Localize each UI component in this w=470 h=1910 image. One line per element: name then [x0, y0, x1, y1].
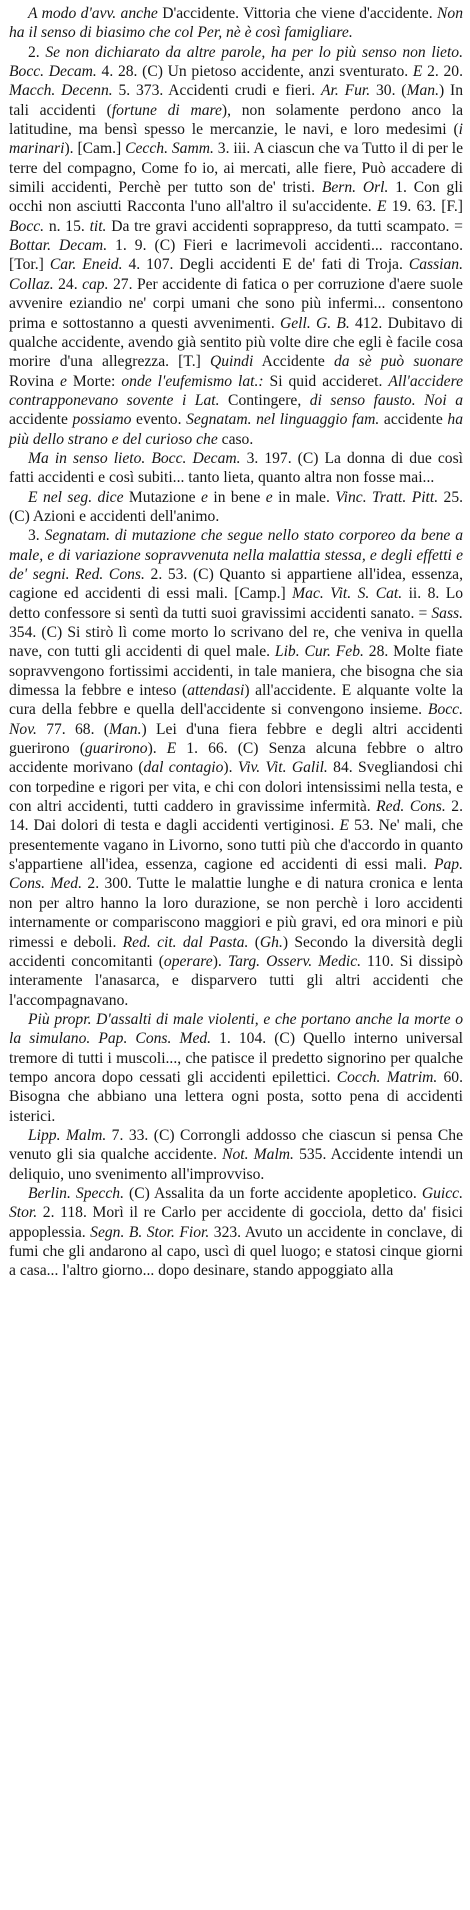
- text-segment: caso.: [217, 430, 254, 448]
- text-segment: 1. 9. (C) Fieri e lacrimevoli accidenti... raccontano. [Tor.]: [9, 237, 463, 274]
- italic-text-segment: Gh.: [259, 933, 283, 951]
- text-segment: Mutazione: [123, 488, 202, 506]
- italic-text-segment: Cocch. Matrim.: [336, 1068, 438, 1086]
- text-segment: 77. 68. (: [36, 720, 110, 738]
- text-segment: 2. 53. (C) Quanto si appartiene all'idea, essenza, cagione ed accidenti di essi mali. [Camp.]: [9, 565, 463, 603]
- italic-text-segment: tit.: [89, 217, 107, 235]
- italic-text-segment: Bern. Orl.: [321, 179, 389, 197]
- text-segment: (C) Assalita da un forte accidente apopletico.: [123, 1184, 422, 1202]
- text-segment: 4. 107. Degli accidenti E de' fati di Troja.: [122, 256, 409, 274]
- text-segment: (: [248, 933, 260, 951]
- text-segment: 354. (C) Si stirò lì come morto lo scrivano del re, che veniva in quella nave, con tutti gli accidenti di quel male.: [9, 624, 463, 661]
- italic-text-segment: Pap. Cons. Med.: [9, 856, 463, 893]
- text-segment: 110. Si dissipò interamente l'anasarca, e disparvero tutti gli altri accidenti che l'accompagnavano.: [9, 952, 463, 1009]
- text-segment: ).: [147, 740, 167, 758]
- italic-text-segment: Viv. Vit. Galil.: [237, 759, 328, 777]
- italic-text-segment: A modo d'avv. anche: [28, 5, 163, 22]
- text-segment: 5. 373. Accidenti crudi e fieri.: [112, 82, 321, 100]
- text-segment: accidente: [9, 411, 73, 429]
- entry-paragraph: [9, 449, 463, 488]
- text-segment: 1. Con gli occhi non asciutti Racconta l'uno all'altro il su'accidente.: [9, 179, 463, 216]
- text-segment: Accidente: [253, 353, 334, 371]
- italic-text-segment: Cecch. Samm.: [125, 140, 214, 158]
- text-segment: 3. iii. A ciascun che va Tutto il di per le terre del compagno, Come fo io, ai mercati, alle fiere, Può accadere di simili accidenti, Perchè per tutto son de' tristi.: [9, 140, 463, 197]
- text-segment: Contingere,: [219, 391, 310, 409]
- text-segment: 3. 197. (C) La donna di due così fatti accidenti e così subiti... tanto lieta, quanto altra non fosse mai...: [9, 449, 463, 487]
- italic-text-segment: Segn. B. Stor. Fior.: [90, 1223, 210, 1241]
- italic-text-segment: Bocc.: [9, 217, 45, 235]
- italic-text-segment: All'accidere contrapponevano sovente i Lat.: [9, 372, 463, 409]
- text-segment: 2. 300. Tutte le malattie lunghe e di natura cronica e lenta non per altro hanno la loro durazione, se non perchè i loro accidenti internamente or compariscono maggiori e più gravi, ed ora minori e più rimessi e deboli.: [9, 875, 463, 951]
- text-segment: 19. 63. [F.]: [386, 198, 463, 216]
- text-segment: 30. (: [370, 82, 407, 100]
- text-segment: Rovina: [9, 372, 61, 390]
- text-segment: in male.: [272, 488, 336, 506]
- italic-text-segment: Sass.: [431, 604, 463, 622]
- italic-text-segment: Ar. Fur.: [321, 82, 371, 100]
- italic-text-segment: Vinc. Tratt. Pitt.: [335, 488, 439, 506]
- italic-text-segment: e: [60, 372, 67, 390]
- text-segment: 4. 28. (C) Un pietoso accidente, anzi sventurato.: [96, 63, 413, 81]
- italic-text-segment: E nel seg. dice: [28, 488, 124, 506]
- italic-text-segment: Cassian. Collaz.: [9, 256, 464, 293]
- text-segment: accidente: [379, 411, 448, 429]
- italic-text-segment: Red. cit. dal Pasta.: [122, 933, 249, 951]
- italic-text-segment: Not. Malm.: [222, 1146, 294, 1164]
- entry-paragraph: [9, 488, 463, 527]
- text-segment: 53. Ne' mali, che presentemente vagano in Livorno, sono tutti più che d'accordo in quanto s'appartiene all'idea, essenza, cagione ed accidenti di essi mali.: [9, 817, 463, 874]
- entry-paragraph: [9, 1126, 463, 1184]
- text-segment: in bene: [207, 488, 266, 506]
- italic-text-segment: Bottar. Decam.: [9, 237, 108, 255]
- text-segment: 7. 33. (C) Corrongli addosso che ciascun si pensa Che venuto gli sia qualche accidente.: [9, 1126, 463, 1164]
- italic-text-segment: Red. Cons.: [376, 798, 446, 816]
- text-segment: ).: [212, 952, 228, 970]
- italic-text-segment: Guicc. Stor.: [9, 1184, 464, 1222]
- text-segment: 84. Svegliandosi chi con torpedine e rigori per vita, e chi con dolori intensissimi nella testa, e con altri accidenti, tutti caddero in gravissime infermità.: [9, 759, 463, 816]
- text-segment: 2. 118. Morì il re Carlo per accidente di gocciola, detto da' fisici appoplessia.: [9, 1204, 463, 1241]
- italic-text-segment: Man.: [406, 82, 439, 100]
- italic-text-segment: Mac. Vit. S. Cat.: [292, 585, 403, 603]
- italic-text-segment: Non ha il senso di biasimo che col Per, nè è così famigliare.: [9, 5, 464, 42]
- dictionary-entry-column: [9, 4, 463, 1281]
- italic-text-segment: ha più dello strano e del curioso che: [9, 411, 463, 448]
- text-segment: 3.: [28, 527, 45, 545]
- italic-text-segment: e: [265, 488, 273, 506]
- text-segment: Morte:: [66, 372, 122, 390]
- text-segment: ). [Cam.]: [64, 140, 126, 158]
- text-segment: ) Secondo la diversità degli accidenti concomitanti (: [9, 933, 463, 970]
- text-segment: 1. 66. (C) Senza alcuna febbre o altro accidente morivano (: [9, 740, 463, 777]
- italic-text-segment: Bocc. Nov.: [9, 701, 463, 738]
- italic-text-segment: Man.: [109, 720, 142, 738]
- italic-text-segment: Berlin. Specch.: [28, 1184, 124, 1202]
- text-segment: 412. Dubitavo di qualche accidente, avendo già sentito più volte dire che egli è facile cosa morire d'una allegrezza. [T.]: [9, 314, 463, 371]
- italic-text-segment: E: [166, 740, 177, 758]
- text-segment: ) Lei d'una fiera febbre e degli altri accidenti guerirono (: [9, 720, 464, 758]
- italic-text-segment: Ma in senso lieto. Bocc. Decam.: [28, 449, 241, 467]
- italic-text-segment: dal contagio: [143, 759, 224, 777]
- italic-text-segment: Lipp. Malm.: [28, 1126, 107, 1144]
- italic-text-segment: Segnatam. nel linguaggio fam.: [186, 411, 380, 429]
- text-segment: 28. Molte fiate sopravvengono fortissimi accidenti, in tale maniera, che bisogna che sia dimessa la febbre e inteso (: [9, 643, 463, 700]
- italic-text-segment: di senso fausto. Noi a: [309, 391, 464, 409]
- text-segment: 2. 14. Dai dolori di testa e dagli accidenti vertiginosi.: [9, 798, 463, 835]
- italic-text-segment: Se non dichiarato da altre parole, ha per lo più senso non lieto.: [45, 43, 463, 61]
- italic-text-segment: da sè può suonare: [333, 353, 463, 371]
- italic-text-segment: guarirono: [84, 740, 148, 758]
- italic-text-segment: Targ. Osserv. Medic.: [227, 952, 362, 970]
- entry-paragraph: [9, 526, 463, 1010]
- text-segment: 27. Per accidente di fatica o per corruzione d'aere suole avvenire eziandio ne' corpi umani che sono più infermi... consentono prima e sottostanno a questi avvenimenti.: [9, 275, 463, 332]
- text-segment: n. 15.: [44, 217, 90, 235]
- text-segment: ) all'accidente. E alquante volte la cura della febbre e quella dell'accidente si convengono insieme.: [9, 682, 464, 719]
- text-segment: Si quid accideret.: [263, 372, 389, 390]
- text-segment: 323. Avuto un accidente in conclave, di fumi che gli andarono al capo, uscì di quel luogo; e statosi cinque giorni a casa... l'altro giorno... dopo desinare, stando appoggiato alla: [9, 1223, 463, 1280]
- italic-text-segment: Più propr. D'assalti di male violenti, e che portano anche la morte o la simulano. Pap. Cons. Med.: [9, 1010, 463, 1048]
- text-segment: 2. 20.: [422, 63, 464, 81]
- italic-text-segment: i marinari: [9, 121, 463, 158]
- italic-text-segment: Quindi: [209, 353, 254, 371]
- text-segment: 24.: [53, 275, 83, 293]
- text-segment: 25. (C) Azioni e accidenti dell'animo.: [9, 488, 464, 525]
- entry-paragraph: [9, 1010, 463, 1126]
- italic-text-segment: Lib. Cur. Feb.: [274, 643, 364, 661]
- entry-paragraph: [9, 4, 463, 43]
- italic-text-segment: fortune di mare: [111, 101, 222, 119]
- text-segment: Da tre gravi accidenti soprappreso, da tutti scampato. =: [106, 217, 463, 235]
- text-segment: D'accidente. Vittoria che viene d'accidente.: [162, 5, 438, 22]
- text-segment: 2.: [28, 43, 46, 61]
- italic-text-segment: attendasi: [187, 682, 245, 700]
- text-segment: 535. Accidente intendi un deliquio, uno svenimento all'improvviso.: [9, 1146, 463, 1183]
- italic-text-segment: cap.: [82, 275, 109, 293]
- italic-text-segment: possiamo: [72, 411, 132, 429]
- italic-text-segment: Bocc. Decam.: [9, 63, 97, 81]
- italic-text-segment: Macch. Decenn.: [9, 82, 113, 100]
- italic-text-segment: E: [376, 198, 387, 216]
- text-segment: ii. 8. Lo detto confessore si sentì da tutti suoi gravissimi accidenti sanato. =: [9, 585, 464, 622]
- italic-text-segment: Segnatam. di mutazione che segue nello stato corporeo da bene a male, e di variazione sopravvenuta nella malattia stessa, e degli effetti e de' segni. Red. Cons.: [9, 527, 464, 583]
- text-segment: ).: [223, 759, 238, 777]
- italic-text-segment: Gell. G. B.: [279, 314, 350, 332]
- text-segment: ) In tali accidenti (: [9, 82, 463, 119]
- text-segment: 1. 104. (C) Quello interno universal tremore di tutti i muscoli..., che patisce il predetto signorino per qualche tempo ancora dopo cessati gli accidenti epilettici.: [9, 1030, 463, 1086]
- text-segment: evento.: [131, 411, 187, 429]
- italic-text-segment: E: [339, 817, 350, 835]
- italic-text-segment: e: [201, 488, 208, 506]
- italic-text-segment: onde l'eufemismo lat.:: [121, 372, 264, 390]
- text-segment: ), non solamente perdono anco la latitudine, ma bensì spesso le mercanzie, le navi, e loro medesimi (: [9, 101, 464, 139]
- italic-text-segment: Car. Eneid.: [49, 256, 123, 274]
- entry-paragraph: [9, 43, 463, 449]
- italic-text-segment: operare: [163, 952, 213, 970]
- entry-paragraph: [9, 1184, 463, 1281]
- text-segment: 60. Bisogna che abbiano una lettera ogni posta, sotto pena di accidenti isterici.: [9, 1068, 463, 1125]
- italic-text-segment: E: [412, 63, 423, 81]
